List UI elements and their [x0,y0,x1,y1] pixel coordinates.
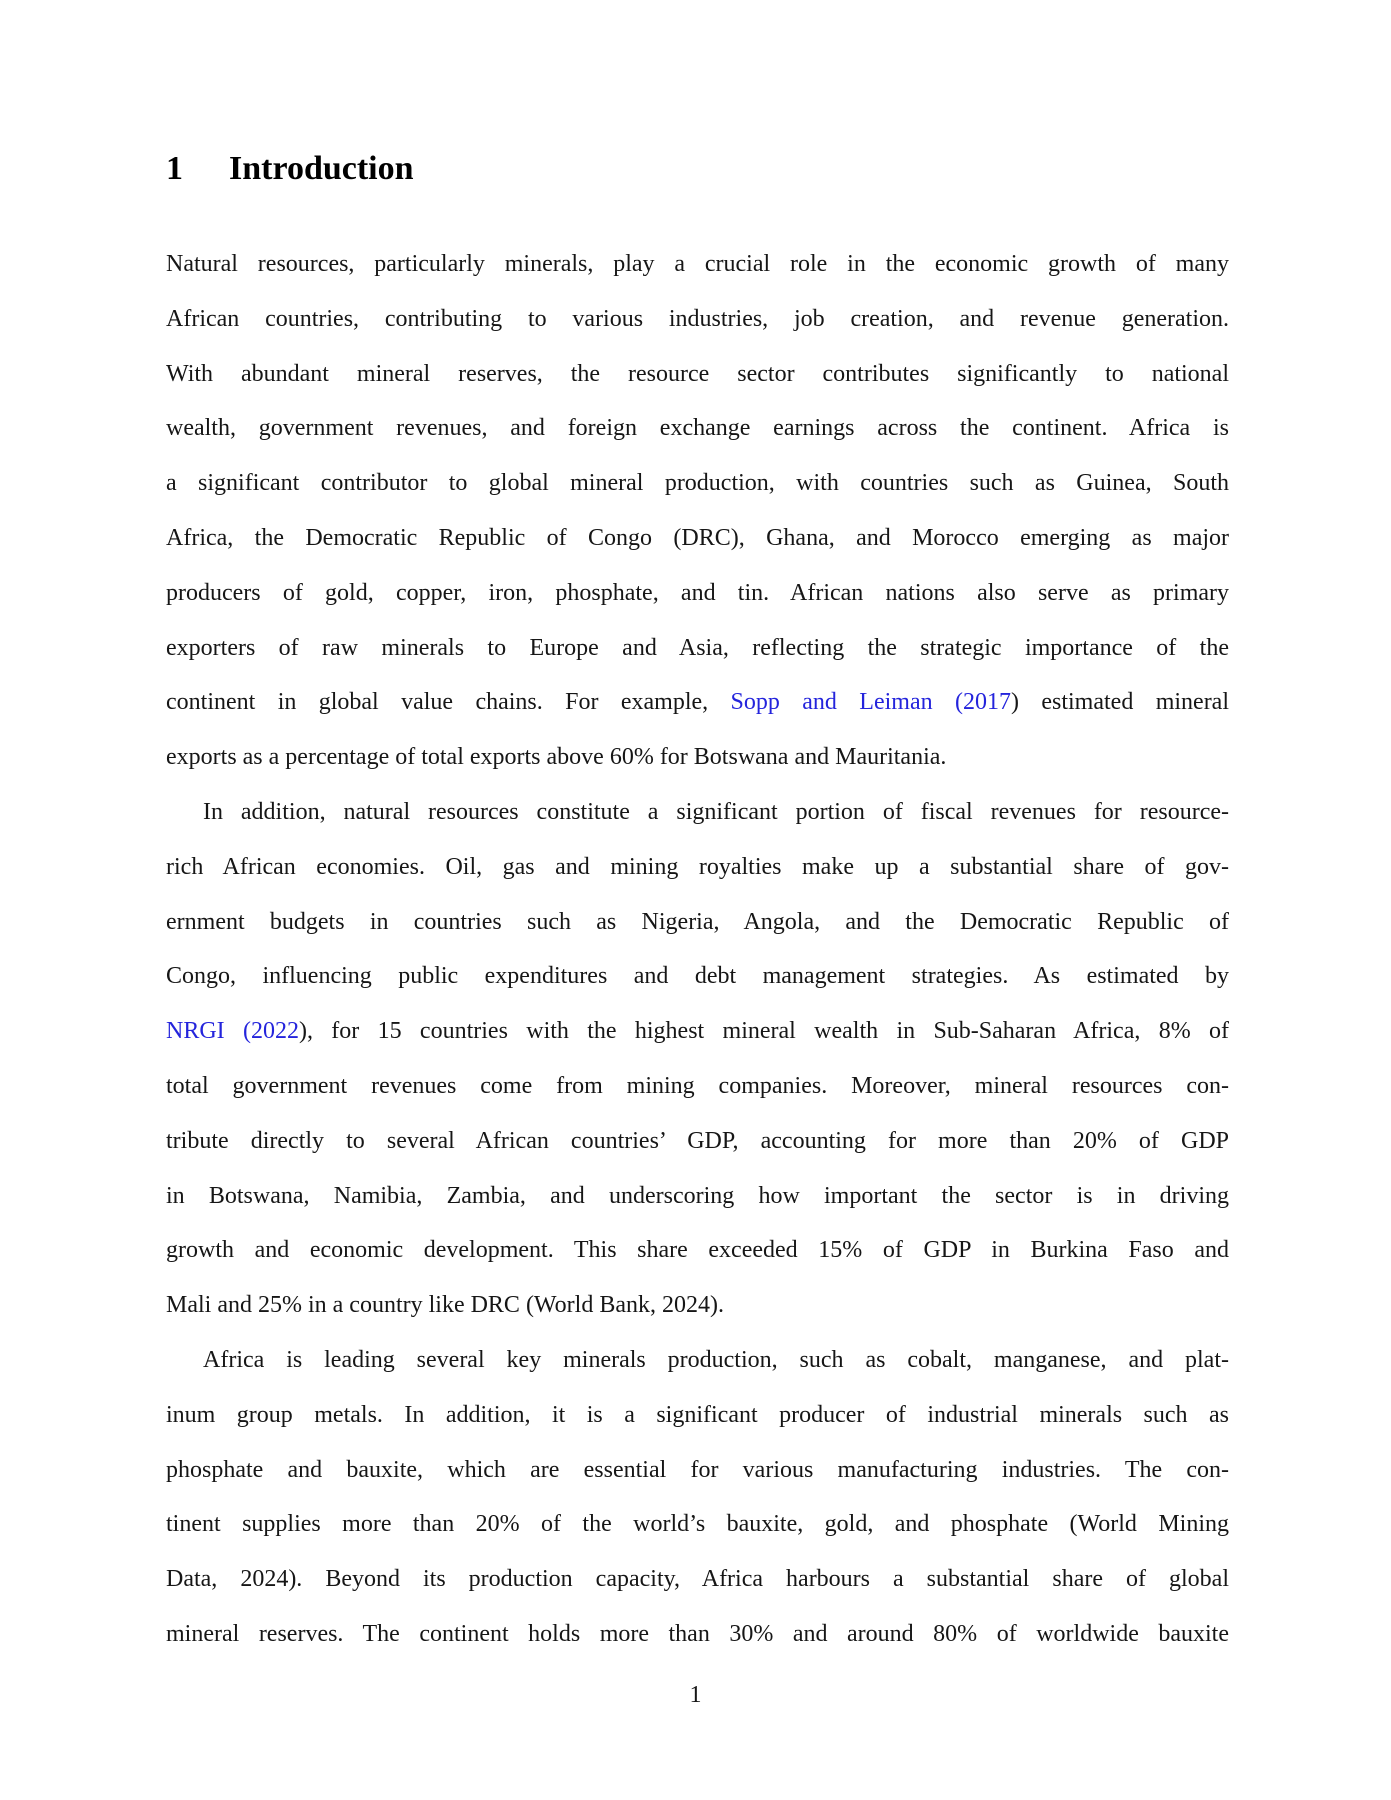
text-segment: exporters of raw minerals to Europe and Asia, reflecting the strategic importance of the [166,634,1229,661]
text-line [166,1059,1229,1114]
text-segment: in Botswana, Namibia, Zambia, and underscoring how important the sector is in driving [166,1182,1229,1209]
text-line [166,730,1229,785]
body-text [166,237,1229,1662]
text-segment: inum group metals. In addition, it is a significant producer of industrial minerals such as [166,1401,1229,1428]
text-segment: tribute directly to several African countries’ GDP, accounting for more than 20% of GDP [166,1127,1229,1154]
text-segment: total government revenues come from mining companies. Moreover, mineral resources con- [166,1072,1229,1099]
text-segment: In addition, natural resources constitute a significant portion of fiscal revenues for resource- [203,798,1229,825]
text-line [166,1497,1229,1552]
text-line [166,401,1229,456]
text-line [166,456,1229,511]
text-segment: ), for 15 countries with the highest mineral wealth in Sub-Saharan Africa, 8% of [298,1018,1229,1045]
text-line [166,347,1229,402]
citation-link-sopp-leiman-2017[interactable]: Sopp and Leiman (2017 [730,689,1011,716]
text-segment: rich African economies. Oil, gas and mining royalties make up a substantial share of gov- [166,853,1229,880]
text-line [166,1552,1229,1607]
text-segment: Africa, the Democratic Republic of Congo (DRC), Ghana, and Morocco emerging as major [166,524,1229,551]
text-line [166,1278,1229,1333]
text-line [166,1114,1229,1169]
text-segment: exports as a percentage of total exports above 60% for Botswana and Mauritania. [166,744,947,771]
text-line [166,785,1229,840]
text-line [166,1443,1229,1498]
text-line [166,895,1229,950]
text-line [166,1223,1229,1278]
text-segment: With abundant mineral reserves, the resource sector contributes significantly to national [166,360,1229,387]
text-segment: Mali and 25% in a country like DRC (World Bank, 2024). [166,1292,724,1319]
text-line [166,1004,1229,1059]
text-line [166,1388,1229,1443]
text-segment: Natural resources, particularly minerals, play a crucial role in the economic growth of many [166,251,1229,277]
text-segment: a significant contributor to global mineral production, with countries such as Guinea, South [166,470,1229,497]
text-segment: tinent supplies more than 20% of the world’s bauxite, gold, and phosphate (World Mining [166,1511,1229,1538]
section-heading [166,150,414,188]
text-line [166,237,1229,292]
text-segment: Africa is leading several key minerals production, such as cobalt, manganese, and plat- [203,1346,1229,1373]
page-number: 1 [689,1682,702,1708]
text-segment: producers of gold, copper, iron, phosphate, and tin. African nations also serve as primary [166,579,1229,606]
text-segment: African countries, contributing to various industries, job creation, and revenue generation. [166,305,1229,332]
text-line [166,1169,1229,1224]
text-segment: Congo, influencing public expenditures and debt management strategies. As estimated by [166,963,1229,990]
text-line [166,949,1229,1004]
text-line [166,1607,1229,1662]
text-segment: wealth, government revenues, and foreign exchange earnings across the continent. Africa is [166,415,1229,442]
text-segment: mineral reserves. The continent holds more than 30% and around 80% of worldwide bauxite [166,1620,1229,1647]
citation-link-nrgi-2022[interactable]: NRGI (2022 [166,1018,299,1045]
text-segment: Data, 2024). Beyond its production capacity, Africa harbours a substantial share of global [166,1566,1229,1593]
text-line [166,292,1229,347]
text-line [166,675,1229,730]
text-line [166,566,1229,621]
text-segment: phosphate and bauxite, which are essential for various manufacturing industries. The con- [166,1456,1229,1483]
text-segment: ernment budgets in countries such as Nigeria, Angola, and the Democratic Republic of [166,908,1229,935]
text-segment: growth and economic development. This share exceeded 15% of GDP in Burkina Faso and [166,1237,1229,1264]
text-line [166,511,1229,566]
text-line [166,1333,1229,1388]
text-segment: continent in global value chains. For example, [166,689,731,716]
text-segment: ) estimated mineral [1010,689,1229,716]
section-number: 1 [166,150,183,187]
text-line [166,840,1229,895]
section-title: Introduction [229,150,414,187]
text-line [166,621,1229,676]
